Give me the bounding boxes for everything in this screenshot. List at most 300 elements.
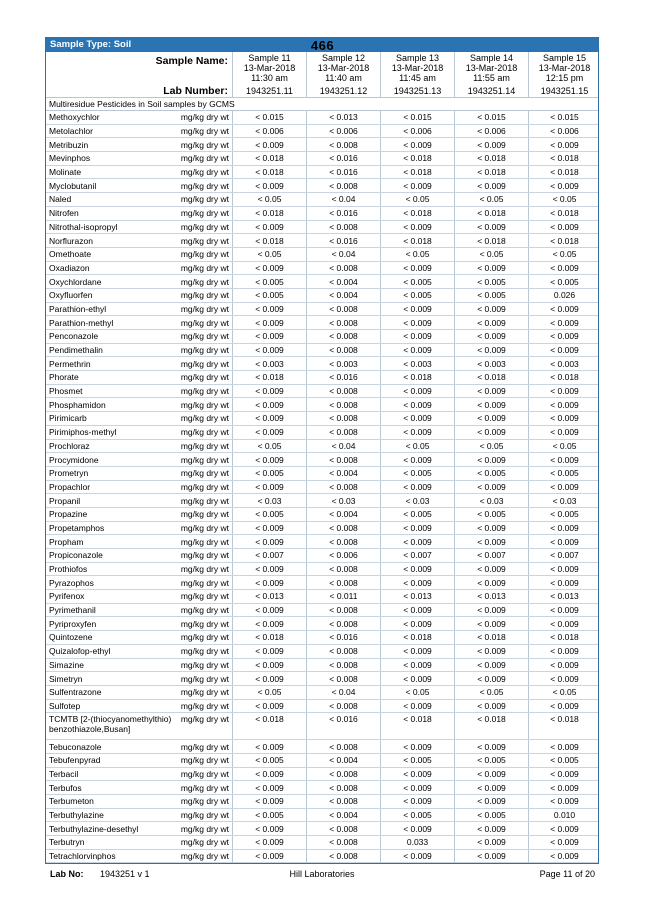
table-row [46, 508, 598, 522]
result-value: < 0.009 [380, 344, 454, 357]
analyte-unit: mg/kg dry wt [180, 550, 229, 561]
result-value: < 0.008 [306, 576, 380, 589]
sample-type-banner: Sample Type: Soil [46, 38, 598, 52]
table-row [46, 412, 598, 426]
result-value: < 0.03 [380, 494, 454, 507]
analyte-name: Sulfotep [49, 700, 81, 711]
table-row [46, 535, 598, 549]
result-value: < 0.005 [528, 467, 600, 480]
analyte-cell [46, 357, 232, 370]
result-value: < 0.009 [380, 617, 454, 630]
analyte-unit: mg/kg dry wt [180, 317, 229, 328]
result-value: < 0.009 [528, 535, 600, 548]
result-value: < 0.05 [528, 440, 600, 453]
result-value: < 0.009 [380, 740, 454, 753]
result-value: < 0.005 [454, 508, 528, 521]
result-value: < 0.009 [232, 740, 306, 753]
table-row [46, 316, 598, 330]
result-value: < 0.003 [380, 357, 454, 370]
result-value: < 0.03 [232, 494, 306, 507]
sample-header-cell [232, 52, 306, 85]
result-value: < 0.018 [232, 152, 306, 165]
analyte-name: Procymidone [49, 454, 99, 465]
result-value: < 0.009 [454, 481, 528, 494]
analyte-name: Mevinphos [49, 153, 91, 164]
result-value: < 0.009 [380, 398, 454, 411]
result-value: < 0.009 [232, 563, 306, 576]
result-value: 0.033 [380, 836, 454, 849]
result-value: < 0.013 [306, 111, 380, 124]
analyte-unit: mg/kg dry wt [180, 208, 229, 219]
analyte-unit: mg/kg dry wt [180, 796, 229, 807]
analyte-unit: mg/kg dry wt [180, 440, 229, 451]
result-value: < 0.018 [232, 713, 306, 739]
analyte-cell [46, 385, 232, 398]
result-value: < 0.009 [232, 303, 306, 316]
table-row [46, 672, 598, 686]
result-value: < 0.009 [232, 481, 306, 494]
result-value: < 0.016 [306, 166, 380, 179]
result-value: < 0.009 [380, 822, 454, 835]
result-value: < 0.005 [232, 508, 306, 521]
analyte-cell [46, 412, 232, 425]
result-value: < 0.05 [454, 686, 528, 699]
result-value: < 0.009 [528, 316, 600, 329]
result-value: < 0.009 [454, 316, 528, 329]
result-value: < 0.009 [528, 262, 600, 275]
result-value: < 0.008 [306, 563, 380, 576]
analyte-cell [46, 659, 232, 672]
analyte-cell [46, 631, 232, 644]
table-row [46, 289, 598, 303]
sample-name: Sample 11 [248, 53, 291, 63]
analyte-cell [46, 795, 232, 808]
result-value: < 0.009 [232, 822, 306, 835]
analyte-cell [46, 426, 232, 439]
table-row [46, 809, 598, 823]
table-row [46, 398, 598, 412]
result-value: < 0.008 [306, 481, 380, 494]
result-value: < 0.006 [306, 549, 380, 562]
result-value: < 0.016 [306, 207, 380, 220]
analyte-name: Quizalofop-ethyl [49, 646, 111, 657]
analyte-cell [46, 563, 232, 576]
table-row [46, 166, 598, 180]
result-value: < 0.009 [454, 563, 528, 576]
result-value: < 0.04 [306, 193, 380, 206]
result-value: < 0.009 [528, 781, 600, 794]
result-value: < 0.008 [306, 262, 380, 275]
result-value: < 0.009 [380, 303, 454, 316]
analyte-cell [46, 330, 232, 343]
result-value: < 0.009 [380, 385, 454, 398]
analyte-unit: mg/kg dry wt [180, 522, 229, 533]
analyte-name: Oxychlordane [49, 276, 102, 287]
result-value: < 0.009 [380, 563, 454, 576]
result-value: < 0.008 [306, 659, 380, 672]
analyte-name: Pirimicarb [49, 413, 87, 424]
lab-number: 1943251.15 [528, 85, 600, 97]
result-value: < 0.005 [454, 275, 528, 288]
analyte-unit: mg/kg dry wt [180, 632, 229, 643]
table-row [46, 659, 598, 673]
result-value: < 0.008 [306, 781, 380, 794]
sample-header-cell [454, 52, 528, 85]
result-value: < 0.009 [380, 426, 454, 439]
result-value: < 0.009 [380, 316, 454, 329]
result-value: < 0.009 [454, 426, 528, 439]
table-row [46, 248, 598, 262]
result-value: < 0.009 [454, 768, 528, 781]
result-value: 0.010 [528, 809, 600, 822]
analyte-name: Simazine [49, 659, 84, 670]
analyte-cell [46, 700, 232, 713]
table-row [46, 563, 598, 577]
analyte-name: Phosmet [49, 386, 83, 397]
lab-number: 1943251.11 [232, 85, 306, 97]
analyte-unit: mg/kg dry wt [180, 427, 229, 438]
result-value: < 0.009 [232, 781, 306, 794]
analyte-name: Terbuthylazine-desethyl [49, 823, 139, 834]
analyte-unit: mg/kg dry wt [180, 454, 229, 465]
result-value: < 0.009 [528, 398, 600, 411]
result-value: < 0.018 [232, 631, 306, 644]
analyte-cell [46, 152, 232, 165]
result-value: < 0.009 [454, 453, 528, 466]
result-value: < 0.009 [232, 645, 306, 658]
analyte-cell [46, 316, 232, 329]
result-value: < 0.005 [454, 809, 528, 822]
analyte-name: Penconazole [49, 331, 99, 342]
analyte-name: Tebufenpyrad [49, 755, 101, 766]
result-value: < 0.009 [380, 576, 454, 589]
table-row [46, 207, 598, 221]
analyte-name: Propachlor [49, 481, 91, 492]
result-value: < 0.005 [380, 467, 454, 480]
analyte-unit: mg/kg dry wt [180, 262, 229, 273]
result-value: < 0.005 [454, 754, 528, 767]
result-value: < 0.009 [232, 659, 306, 672]
analyte-cell [46, 604, 232, 617]
sample-names-header [46, 52, 598, 85]
sample-time: 12:15 pm [545, 73, 584, 83]
result-value: < 0.008 [306, 330, 380, 343]
analyte-cell [46, 138, 232, 151]
analyte-cell [46, 166, 232, 179]
result-value: < 0.03 [306, 494, 380, 507]
analyte-unit: mg/kg dry wt [180, 153, 229, 164]
result-value: < 0.009 [232, 262, 306, 275]
result-value: < 0.004 [306, 754, 380, 767]
analyte-name: Quintozene [49, 632, 93, 643]
result-value: < 0.006 [454, 125, 528, 138]
result-value: < 0.009 [454, 822, 528, 835]
analyte-unit: mg/kg dry wt [180, 768, 229, 779]
analyte-unit: mg/kg dry wt [180, 536, 229, 547]
analyte-name: Prothiofos [49, 564, 88, 575]
result-value: < 0.04 [306, 686, 380, 699]
analyte-unit: mg/kg dry wt [180, 564, 229, 575]
result-value: < 0.013 [380, 590, 454, 603]
result-value: < 0.004 [306, 289, 380, 302]
result-value: < 0.004 [306, 809, 380, 822]
table-row [46, 700, 598, 714]
result-value: < 0.015 [454, 111, 528, 124]
result-value: < 0.016 [306, 713, 380, 739]
table-row [46, 617, 598, 631]
analyte-name: Terbutryn [49, 837, 85, 848]
result-value: < 0.009 [454, 221, 528, 234]
analyte-name: Myclobutanil [49, 180, 97, 191]
table-row [46, 262, 598, 276]
result-value: < 0.009 [528, 330, 600, 343]
results-rows [46, 111, 598, 863]
analyte-name: Phosphamidon [49, 399, 106, 410]
result-value: < 0.05 [232, 440, 306, 453]
table-row [46, 754, 598, 768]
sample-time: 11:40 am [325, 73, 362, 83]
result-value: < 0.005 [454, 289, 528, 302]
result-value: < 0.009 [232, 221, 306, 234]
result-value: < 0.05 [454, 440, 528, 453]
result-value: < 0.009 [454, 617, 528, 630]
analyte-name: Pendimethalin [49, 345, 103, 356]
result-value: < 0.04 [306, 440, 380, 453]
result-value: < 0.005 [380, 289, 454, 302]
analyte-unit: mg/kg dry wt [180, 399, 229, 410]
result-value: < 0.009 [380, 604, 454, 617]
result-value: < 0.009 [380, 412, 454, 425]
analyte-unit: mg/kg dry wt [180, 837, 229, 848]
result-value: < 0.018 [454, 631, 528, 644]
analyte-name: Pyriproxyfen [49, 618, 97, 629]
analyte-unit: mg/kg dry wt [180, 823, 229, 834]
result-value: < 0.008 [306, 138, 380, 151]
result-value: < 0.008 [306, 412, 380, 425]
table-row [46, 822, 598, 836]
analyte-unit: mg/kg dry wt [180, 180, 229, 191]
result-value: < 0.009 [454, 740, 528, 753]
result-value: < 0.018 [380, 166, 454, 179]
analyte-unit: mg/kg dry wt [180, 714, 229, 725]
result-value: < 0.018 [380, 207, 454, 220]
sample-date: 13-Mar-2018 [317, 63, 370, 73]
result-value: < 0.009 [232, 179, 306, 192]
analyte-unit: mg/kg dry wt [180, 345, 229, 356]
analyte-name: Oxadiazon [49, 262, 90, 273]
lab-numbers-header [46, 85, 598, 98]
result-value: < 0.05 [232, 686, 306, 699]
analyte-unit: mg/kg dry wt [180, 618, 229, 629]
sample-time: 11:45 am [399, 73, 436, 83]
analyte-unit: mg/kg dry wt [180, 577, 229, 588]
analyte-unit: mg/kg dry wt [180, 386, 229, 397]
analyte-unit: mg/kg dry wt [180, 413, 229, 424]
result-value: < 0.009 [454, 850, 528, 863]
table-row [46, 768, 598, 782]
analyte-cell [46, 781, 232, 794]
result-value: < 0.008 [306, 398, 380, 411]
result-value: < 0.009 [528, 563, 600, 576]
table-row [46, 385, 598, 399]
analyte-name: Simetryn [49, 673, 83, 684]
analyte-cell [46, 453, 232, 466]
result-value: < 0.005 [232, 809, 306, 822]
result-value: < 0.008 [306, 645, 380, 658]
table-row [46, 125, 598, 139]
result-value: < 0.009 [380, 330, 454, 343]
result-value: < 0.009 [528, 522, 600, 535]
result-value: < 0.009 [528, 576, 600, 589]
table-row [46, 330, 598, 344]
result-value: < 0.016 [306, 152, 380, 165]
analyte-name: Sulfentrazone [49, 687, 102, 698]
analyte-cell [46, 672, 232, 685]
result-value: < 0.005 [380, 275, 454, 288]
result-value: < 0.009 [380, 795, 454, 808]
analyte-name: Pyrifenox [49, 591, 85, 602]
analyte-cell [46, 535, 232, 548]
result-value: < 0.009 [232, 700, 306, 713]
result-value: < 0.003 [306, 357, 380, 370]
analyte-cell [46, 234, 232, 247]
analyte-cell [46, 467, 232, 480]
analyte-cell [46, 125, 232, 138]
result-value: < 0.009 [528, 385, 600, 398]
result-value: < 0.016 [306, 631, 380, 644]
result-value: < 0.005 [232, 754, 306, 767]
analyte-cell [46, 740, 232, 753]
analyte-cell [46, 508, 232, 521]
result-value: < 0.016 [306, 371, 380, 384]
analyte-cell [46, 221, 232, 234]
result-value: < 0.006 [380, 125, 454, 138]
analyte-cell [46, 522, 232, 535]
table-row [46, 303, 598, 317]
table-row [46, 426, 598, 440]
result-value: < 0.03 [454, 494, 528, 507]
result-value: < 0.009 [232, 795, 306, 808]
analyte-cell [46, 289, 232, 302]
result-value: < 0.009 [232, 604, 306, 617]
table-row [46, 275, 598, 289]
result-value: < 0.018 [454, 152, 528, 165]
analyte-unit: mg/kg dry wt [180, 468, 229, 479]
table-row [46, 371, 598, 385]
result-value: < 0.009 [380, 850, 454, 863]
sample-name: Sample 15 [542, 53, 587, 63]
result-value: < 0.009 [454, 398, 528, 411]
analyte-unit: mg/kg dry wt [180, 509, 229, 520]
result-value: < 0.009 [528, 659, 600, 672]
page-number-stamp: 466 [310, 38, 335, 53]
result-value: < 0.018 [232, 371, 306, 384]
result-value: < 0.008 [306, 385, 380, 398]
result-value: < 0.009 [380, 262, 454, 275]
sample-time: 11:30 am [251, 73, 288, 83]
result-value: < 0.009 [454, 659, 528, 672]
analyte-cell [46, 768, 232, 781]
analyte-name: Propham [49, 536, 84, 547]
analyte-cell [46, 850, 232, 863]
result-value: < 0.018 [528, 631, 600, 644]
result-value: < 0.013 [454, 590, 528, 603]
analyte-unit: mg/kg dry wt [180, 646, 229, 657]
analyte-cell [46, 344, 232, 357]
result-value: < 0.03 [528, 494, 600, 507]
analyte-cell [46, 275, 232, 288]
table-row [46, 836, 598, 850]
result-value: < 0.018 [454, 166, 528, 179]
result-value: < 0.009 [528, 836, 600, 849]
result-value: < 0.008 [306, 179, 380, 192]
analyte-name: Prochloraz [49, 440, 90, 451]
table-row [46, 686, 598, 700]
analyte-name: Naled [49, 194, 72, 205]
result-value: < 0.008 [306, 740, 380, 753]
analyte-unit: mg/kg dry wt [180, 605, 229, 616]
result-value: < 0.009 [454, 645, 528, 658]
analyte-cell [46, 713, 232, 739]
result-value: < 0.009 [232, 522, 306, 535]
sample-date: 13-Mar-2018 [391, 63, 444, 73]
result-value: < 0.015 [528, 111, 600, 124]
analyte-cell [46, 686, 232, 699]
result-value: < 0.05 [380, 193, 454, 206]
analyte-unit: mg/kg dry wt [180, 687, 229, 698]
analyte-name: Nitrothal-isopropyl [49, 221, 118, 232]
result-value: < 0.009 [454, 576, 528, 589]
analyte-name: Propanil [49, 495, 81, 506]
analyte-cell [46, 207, 232, 220]
analyte-unit: mg/kg dry wt [180, 126, 229, 137]
analyte-unit: mg/kg dry wt [180, 249, 229, 260]
result-value: < 0.009 [528, 179, 600, 192]
result-value: < 0.05 [528, 193, 600, 206]
result-value: < 0.008 [306, 836, 380, 849]
result-value: < 0.04 [306, 248, 380, 261]
result-value: < 0.008 [306, 221, 380, 234]
result-value: < 0.009 [232, 138, 306, 151]
analyte-unit: mg/kg dry wt [180, 139, 229, 150]
result-value: < 0.008 [306, 453, 380, 466]
result-value: < 0.05 [454, 193, 528, 206]
result-value: < 0.018 [454, 371, 528, 384]
analyte-unit: mg/kg dry wt [180, 303, 229, 314]
sample-name-label: Sample Name: [155, 55, 228, 67]
sample-name: Sample 14 [469, 53, 514, 63]
table-row [46, 357, 598, 371]
table-row [46, 590, 598, 604]
table-row [46, 111, 598, 125]
result-value: < 0.003 [454, 357, 528, 370]
analyte-cell [46, 590, 232, 603]
analyte-cell [46, 193, 232, 206]
result-value: < 0.009 [232, 344, 306, 357]
analyte-cell [46, 179, 232, 192]
result-value: < 0.003 [528, 357, 600, 370]
sample-name: Sample 13 [395, 53, 440, 63]
result-value: < 0.009 [454, 330, 528, 343]
analyte-unit: mg/kg dry wt [180, 167, 229, 178]
result-value: < 0.009 [380, 645, 454, 658]
table-row [46, 604, 598, 618]
result-value: < 0.008 [306, 795, 380, 808]
result-value: < 0.005 [380, 508, 454, 521]
result-value: < 0.018 [454, 234, 528, 247]
sample-name: Sample 12 [321, 53, 366, 63]
result-value: < 0.007 [454, 549, 528, 562]
